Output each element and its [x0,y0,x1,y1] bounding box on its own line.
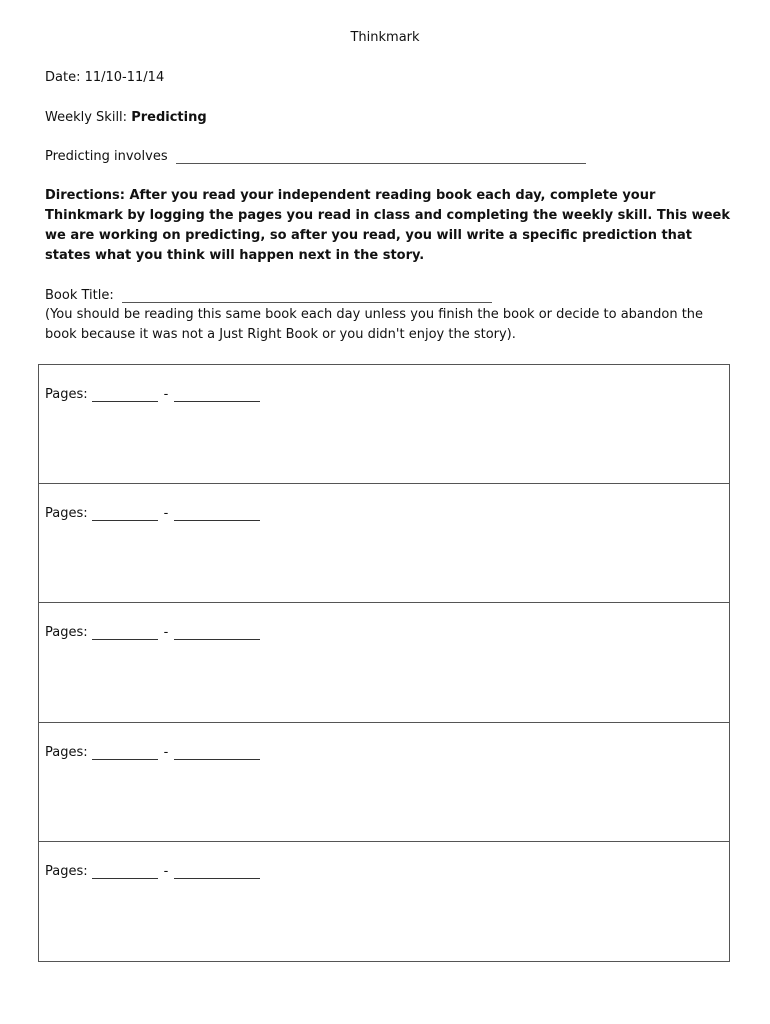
book-title-line [45,288,492,303]
log-row[interactable] [39,484,729,603]
log-row[interactable] [39,723,729,842]
predicting-involves-label: Predicting involves [45,149,168,164]
date-label: Date: [45,70,81,85]
book-title-label: Book Title: [45,288,114,303]
log-row[interactable] [39,603,729,722]
pages-line [45,387,260,402]
pages-start-field[interactable] [92,508,158,521]
log-row[interactable] [39,842,729,961]
pages-end-field[interactable] [174,747,260,760]
pages-start-field[interactable] [92,866,158,879]
book-title-field[interactable] [122,288,492,303]
book-note-paragraph: (You should be reading this same book each day unless you finish the book or decide to abandon the book because it was not a Just Right Book or you didn't enjoy the story). [45,307,704,342]
pages-end-field[interactable] [174,389,260,402]
pages-label: Pages: [45,744,88,760]
directions-paragraph: Directions: After you read your independent reading book each day, complete your Thinkmark by logging the pages you read in class and completing the weekly skill. This week we are working on predicting, so after you read, you will write a specific prediction that states what you think will happen next in the story. [45,188,730,263]
pages-separator: - [163,625,169,641]
weekly-skill-label: Weekly Skill: [45,110,128,125]
reading-log-table [38,364,730,962]
pages-separator: - [163,863,169,879]
predicting-involves-line [45,149,586,164]
pages-end-field[interactable] [174,627,260,640]
weekly-skill-line [45,110,207,125]
page-title: Thinkmark [350,30,420,45]
pages-separator: - [163,744,169,760]
pages-start-field[interactable] [92,389,158,402]
date-line [45,70,164,85]
pages-label: Pages: [45,625,88,641]
pages-label: Pages: [45,506,88,522]
date-value: 11/10-11/14 [84,70,165,85]
pages-end-field[interactable] [174,508,260,521]
pages-label: Pages: [45,387,88,402]
weekly-skill-value: Predicting [131,110,207,125]
pages-line [45,864,260,879]
pages-line [45,506,260,521]
pages-start-field[interactable] [92,627,158,640]
pages-separator: - [163,506,169,522]
pages-end-field[interactable] [174,866,260,879]
pages-line [45,625,260,640]
predicting-involves-field[interactable] [176,149,586,164]
pages-line [45,745,260,760]
pages-separator: - [163,387,169,402]
pages-label: Pages: [45,863,88,879]
log-row[interactable] [39,365,729,484]
pages-start-field[interactable] [92,747,158,760]
